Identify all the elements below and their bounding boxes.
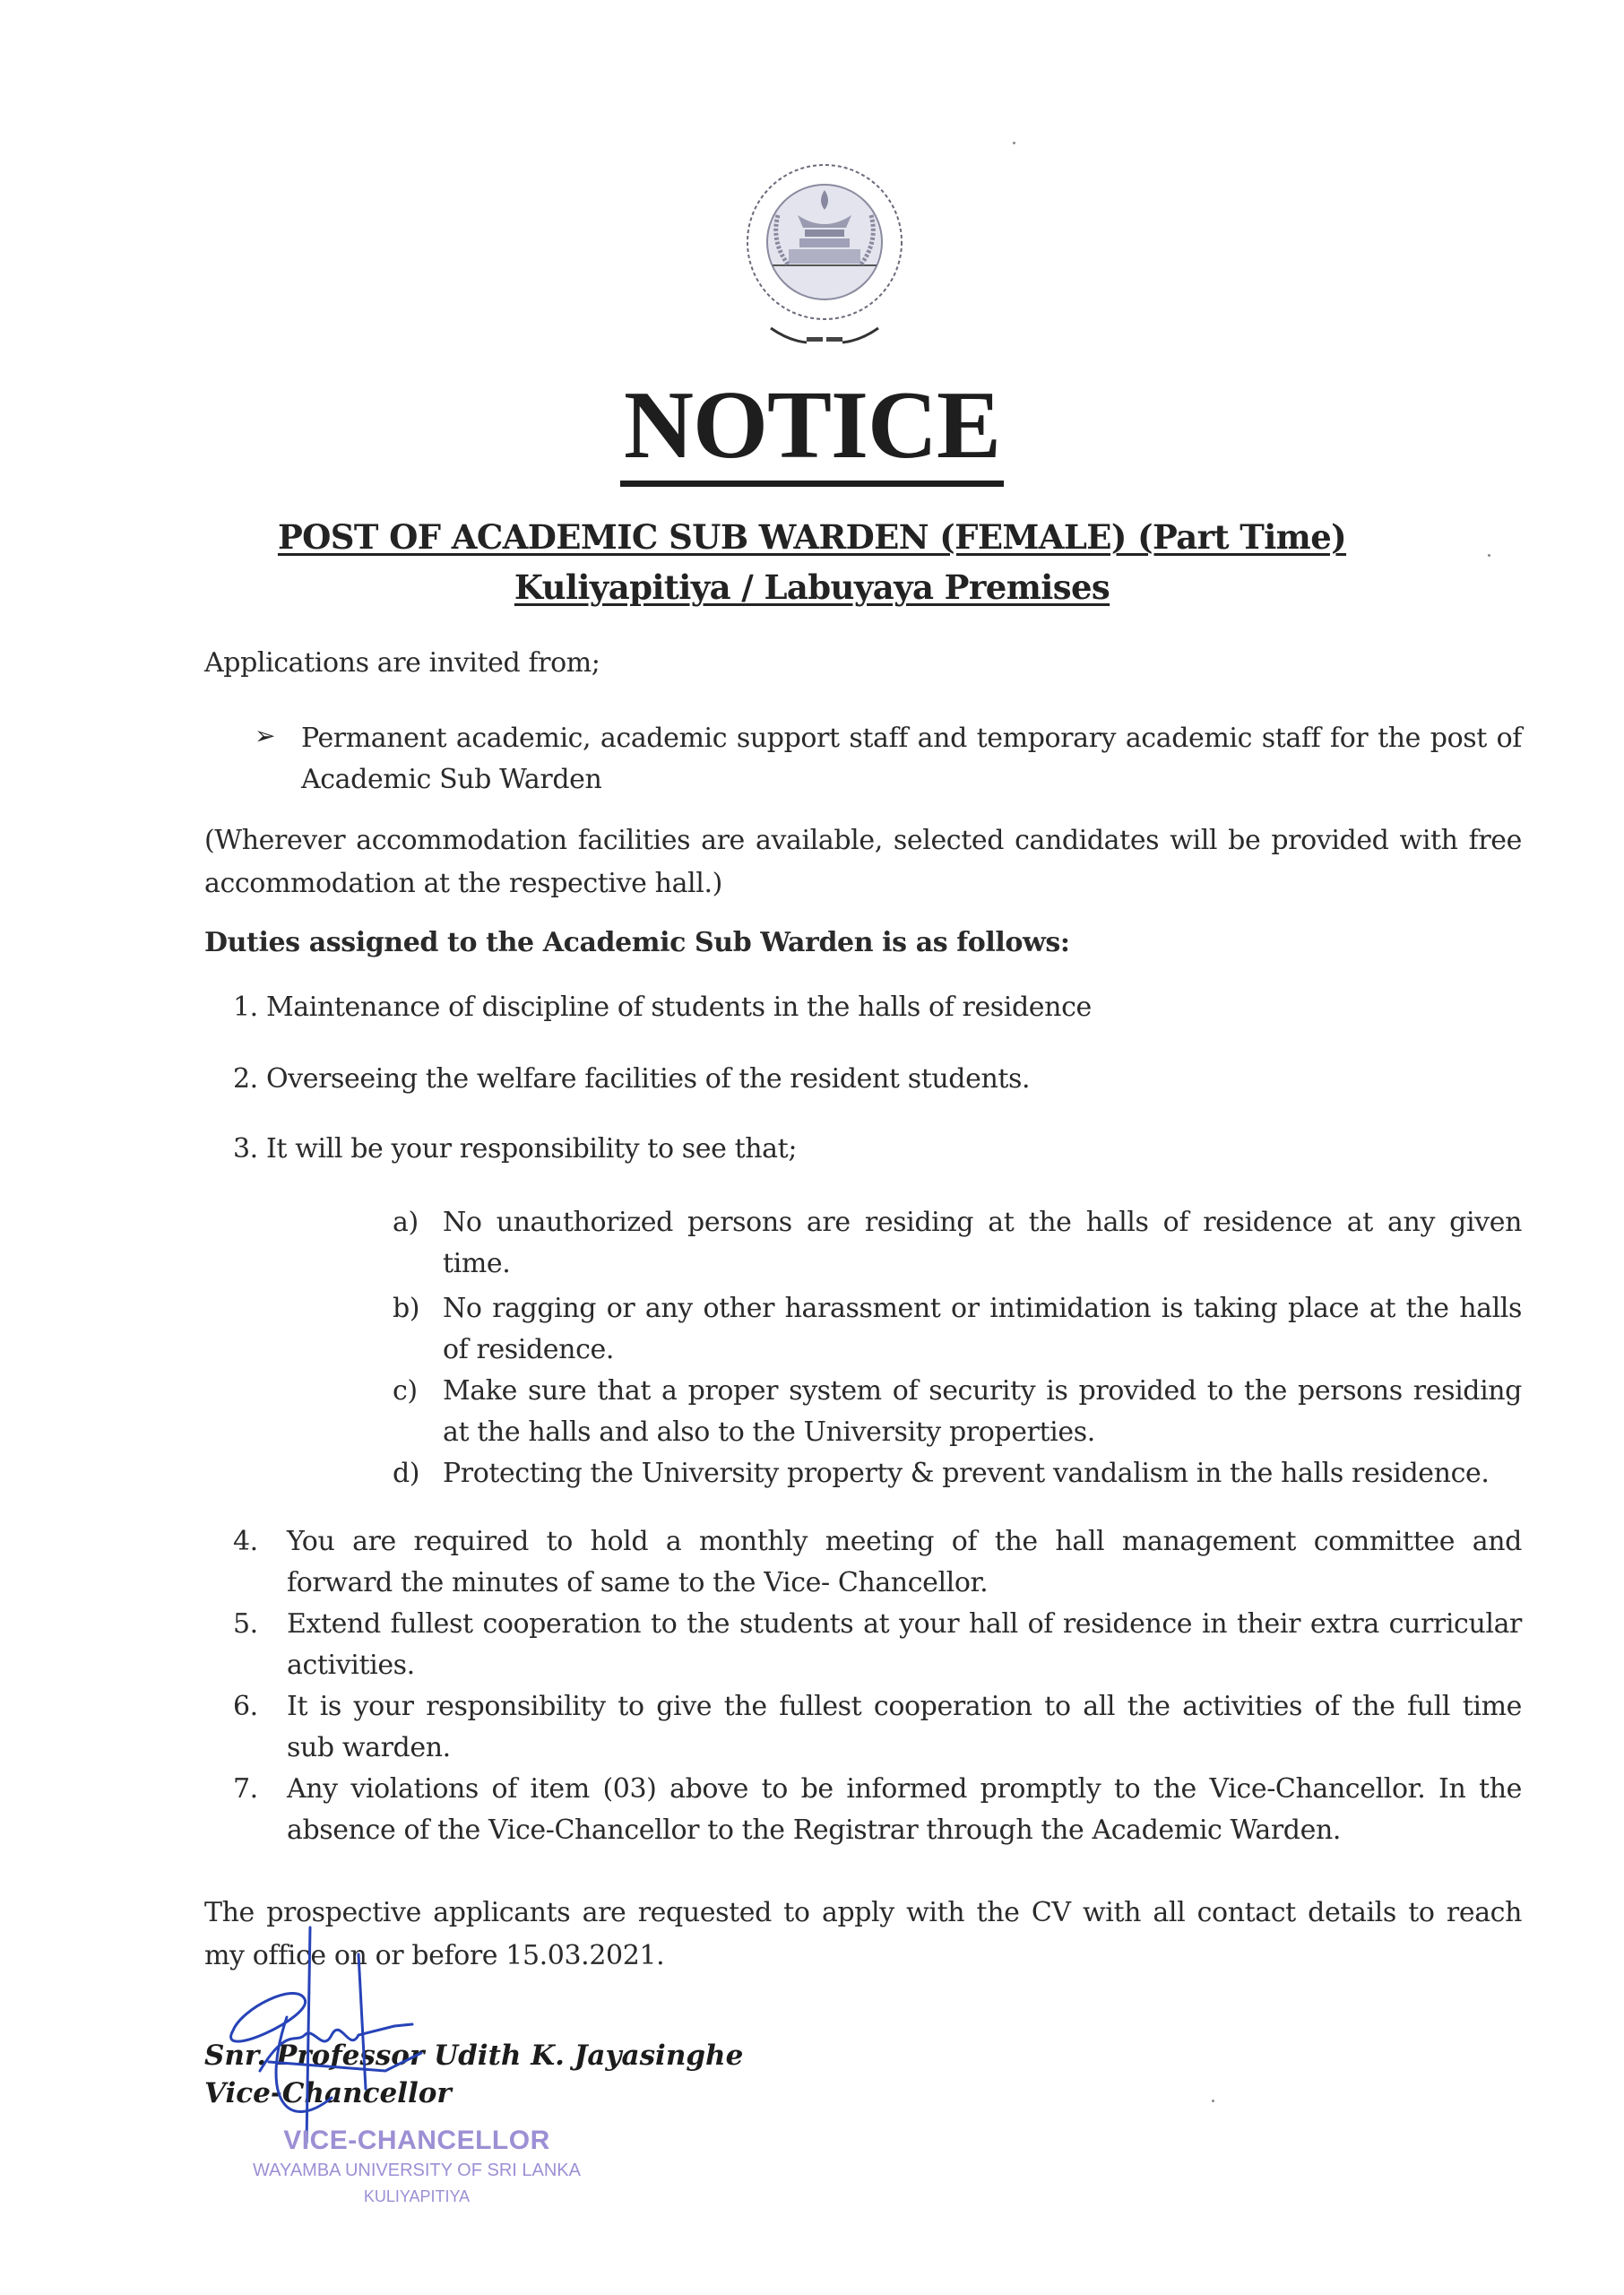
accommodation-line-2: accommodation at the respective hall.) — [204, 868, 722, 899]
sub-duty-item — [393, 1287, 1522, 1370]
sub-duty-line-1: Make sure that a proper system of security is provided to the persons residing — [443, 1375, 1522, 1407]
sub-duty-item — [393, 1201, 1522, 1287]
duty-number: 5. — [233, 1608, 258, 1640]
duty-number: 7. — [233, 1773, 258, 1805]
duty-item — [233, 1603, 1522, 1685]
duty-text: Maintenance of discipline of students in the halls of residence — [265, 992, 1092, 1023]
signatory-title: Vice-Chancellor — [204, 2077, 452, 2109]
university-crest-logo — [735, 152, 914, 359]
sub-duty-label: b) — [393, 1293, 420, 1324]
sub-duty-line-1: Protecting the University property & prevent vandalism in the halls residence. — [443, 1458, 1490, 1489]
duty-item — [233, 1685, 1522, 1768]
sub-duty-label: a) — [393, 1207, 419, 1238]
duty-line-2: sub warden. — [287, 1732, 451, 1763]
duty-number: 3. — [233, 1133, 258, 1165]
duties-list — [233, 986, 1092, 1171]
accommodation-line-1: (Wherever accommodation facilities are available, selected candidates will be provided with free — [204, 825, 1522, 856]
signatory-name: Snr. Professor Udith K. Jayasinghe — [204, 2040, 744, 2072]
more-duties-list — [233, 1520, 1522, 1850]
duty-item — [233, 1520, 1522, 1603]
sub-duty-label: d) — [393, 1458, 420, 1489]
notice-title — [0, 372, 1624, 479]
scan-speck — [1212, 2100, 1214, 2102]
duty-number: 6. — [233, 1691, 258, 1722]
duty-text: It will be your responsibility to see that; — [265, 1133, 798, 1165]
stamp-line-2: WAYAMBA UNIVERSITY OF SRI LANKA — [252, 2161, 581, 2180]
duty-line-1: Any violations of item (03) above to be informed promptly to the Vice-Chancellor. In the — [287, 1773, 1522, 1805]
duty-line-1: Extend fullest cooperation to the students at your hall of residence in their extra curricular — [287, 1608, 1522, 1640]
official-stamp — [252, 2125, 581, 2209]
arrowhead-bullet-icon: ➢ — [255, 721, 276, 750]
stamp-line-1: VICE-CHANCELLOR — [283, 2126, 550, 2155]
duty-line-1: It is your responsibility to give the fullest cooperation to all the activities of the full time — [287, 1691, 1522, 1722]
notice-title-text: NOTICE — [620, 372, 1004, 487]
sub-duty-line-1: No ragging or any other harassment or intimidation is taking place at the halls — [443, 1293, 1522, 1324]
duty-item — [233, 1768, 1522, 1850]
sub-duty-item — [393, 1452, 1522, 1495]
sub-duty-label: c) — [393, 1375, 418, 1407]
sub-duty-line-2: of residence. — [443, 1334, 614, 1365]
duty-number: 1. — [233, 992, 258, 1023]
duty-line-1: You are required to hold a monthly meeting of the hall management committee and — [287, 1526, 1522, 1557]
duty-line-2: forward the minutes of same to the Vice- Chancellor. — [287, 1567, 989, 1598]
scan-speck — [1488, 554, 1490, 557]
post-title-text: POST OF ACADEMIC SUB WARDEN (FEMALE) (Part Time) — [277, 517, 1347, 557]
duty-number: 4. — [233, 1526, 258, 1557]
duties-heading: Duties assigned to the Academic Sub Warden is as follows: — [204, 927, 1070, 958]
sub-duty-item — [393, 1370, 1522, 1452]
closing-line-1: The prospective applicants are requested to apply with the CV with all contact details to reach — [204, 1897, 1522, 1928]
duty-line-2: activities. — [287, 1650, 415, 1681]
signature-icon — [206, 1918, 493, 2152]
duty-text: Overseeing the welfare facilities of the resident students. — [265, 1063, 1031, 1095]
sub-duties-list — [393, 1201, 1522, 1495]
post-title — [0, 515, 1624, 559]
intro-text: Applications are invited from; — [204, 647, 600, 679]
closing-line-2: my office on or before 15.03.2021. — [204, 1940, 665, 1971]
stamp-line-3: KULIYAPITIYA — [363, 2187, 471, 2205]
scan-speck — [1013, 142, 1015, 144]
sub-duty-line-1: No unauthorized persons are residing at the halls of residence at any given — [443, 1207, 1522, 1238]
duty-number: 2. — [233, 1063, 258, 1095]
duty-item — [233, 1058, 1092, 1128]
duty-item — [233, 1128, 1092, 1171]
sub-duty-line-2: time. — [443, 1248, 511, 1279]
premises-text: Kuliyapitiya / Labuyaya Premises — [514, 567, 1110, 607]
duty-line-2: absence of the Vice-Chancellor to the Registrar through the Academic Warden. — [287, 1814, 1342, 1846]
duty-item — [233, 986, 1092, 1058]
eligibility-line-1: Permanent academic, academic support staff and temporary academic staff for the post of — [301, 723, 1522, 754]
premises-title — [0, 565, 1624, 610]
sub-duty-line-2: at the halls and also to the University properties. — [443, 1416, 1095, 1448]
eligibility-line-2: Academic Sub Warden — [301, 764, 602, 795]
